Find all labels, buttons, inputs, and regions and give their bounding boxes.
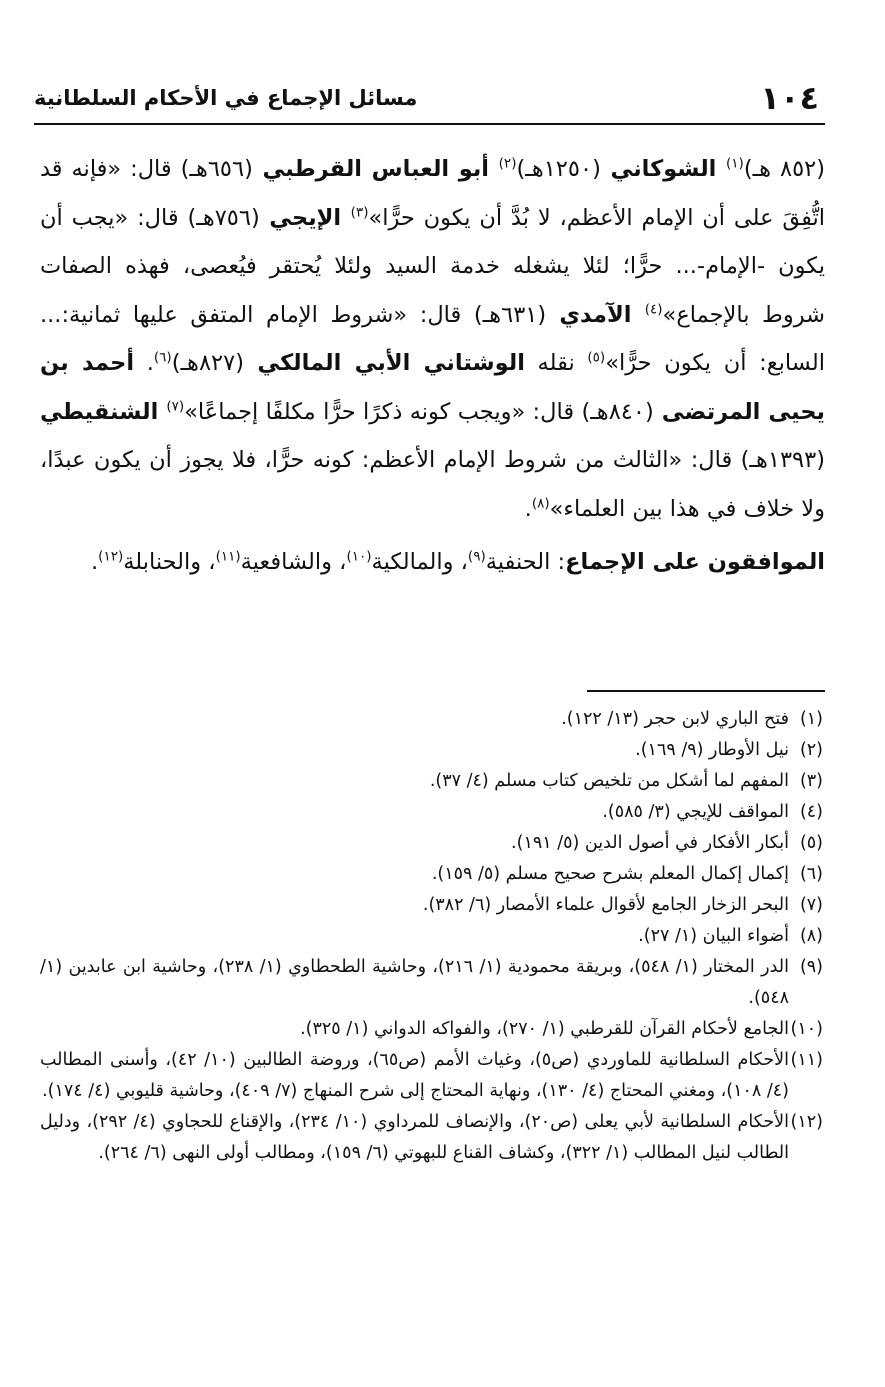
scholar-name: الإيجي (259, 204, 351, 231)
footnote-ref: (٨) (531, 495, 550, 511)
footnote-number: (٦) (799, 864, 823, 884)
footnote-item (40, 1107, 823, 1169)
footnote-ref: (٣) (350, 204, 369, 220)
paragraph-opinions (40, 145, 825, 533)
footnote-item (40, 828, 823, 859)
footnotes (40, 704, 823, 1169)
footnote-text: الجامع لأحكام القرآن للقرطبي (١/ ٢٧٠)، والفواكه الدواني (١/ ٣٢٥). (300, 1019, 789, 1039)
text-span: ، والحنابلة (123, 549, 216, 575)
paragraph-agreeing-schools (40, 543, 825, 581)
text-span: (٨٢٧هـ) (171, 350, 244, 376)
header-rule (34, 123, 825, 125)
agreeing-label: الموافقون على الإجماع (565, 549, 825, 575)
scholar-name: الوشتاني الأبي المالكي (243, 350, 525, 376)
text-span: . (134, 350, 154, 376)
footnote-ref: (١٠) (346, 548, 372, 565)
footnote-text: الأحكام السلطانية لأبي يعلى (ص٢٠)، والإنصاف للمرداوي (١٠/ ٢٣٤)، والإقناع للحجاوي (٤/ ٢٩٢)، ودليل الطالب لنيل المطالب (١/ ٣٢٢)، وكشاف القناع للبهوتي (٦/ ١٥٩)، ومطالب أولى النهى (٦/ ٢٦٤). (40, 1112, 789, 1163)
footnote-ref: (٦) (153, 349, 172, 366)
text-span: (١٣٩٣هـ) قال: «الثالث من شروط الإمام الأعظم: كونه حرًّا، فلا يجوز أن يكون عبدًا، ولا خلاف في هذا بين العلماء» (40, 447, 825, 522)
footnote-ref: (٩) (467, 548, 486, 565)
footnote-ref: (١٢) (98, 548, 124, 565)
footnote-number: (٢) (799, 740, 823, 760)
footnote-text: المواقف للإيجي (٣/ ٥٨٥). (602, 802, 789, 822)
page-header (34, 78, 819, 118)
text-span: (٦٥٦هـ) قال: «فإنه قد اتُّفِقَ على أن الإمام الأعظم، لا بُدَّ أن يكون حرًّا» (40, 156, 825, 231)
text-span: (٨٤٠هـ) قال: «ويجب كونه ذكرًا حرًّا مكلفًا إجماعًا» (184, 398, 654, 425)
footnote-item (40, 921, 823, 952)
text-span: نقله (524, 350, 588, 376)
footnote-item (40, 890, 823, 921)
footnote-text: الأحكام السلطانية للماوردي (ص٥)، وغياث الأمم (ص٦٥)، وروضة الطالبين (١٠/ ٤٢)، وأسنى المطالب (٤/ ١٠٨)، ومغني المحتاج (٤/ ١٣٠)، ونهاية المحتاج إلى شرح المنهاج (٧/ ٤٠٩)، وحاشية قليوبي (٤/ ١٧٤). (40, 1050, 789, 1101)
text-span: (٦٣١هـ) قال: «شروط الإمام المتفق عليها ثمانية:... السابع: أن يكون حرًّا» (40, 301, 825, 376)
text-span: . (91, 549, 99, 575)
footnote-item (40, 1014, 823, 1045)
text-span: (٧٥٦هـ) قال: «يجب أن يكون -الإمام-... حرًّا؛ لئلا يشغله خدمة السيد ولئلا يُحتقر فيُعصى، فهذه الصفات شروط بالإجماع» (40, 204, 825, 328)
scholar-name: أبو العباس القرطبي (252, 156, 499, 182)
footnote-item (40, 952, 823, 1014)
footnote-ref: (٤) (644, 301, 663, 317)
scholar-name: الشنقيطي (40, 398, 167, 425)
footnote-number: (٥) (799, 833, 823, 853)
page-number: ١٠٤ (760, 79, 819, 117)
footnote-text: إكمال إكمال المعلم بشرح صحيح مسلم (٥/ ١٥٩). (431, 864, 789, 884)
footnote-text: نيل الأوطار (٩/ ١٦٩). (635, 740, 789, 760)
footnote-item (40, 735, 823, 766)
footnote-item (40, 797, 823, 828)
text-span: (١٢٥٠هـ) (516, 156, 601, 182)
text-span: . (524, 495, 532, 522)
footnote-text: الدر المختار (١/ ٥٤٨)، وبريقة محمودية (١/ ٢١٦)، وحاشية الطحطاوي (١/ ٢٣٨)، وحاشية ابن عابدين (١/ ٥٤٨). (40, 957, 789, 1008)
footnote-ref: (١) (725, 155, 744, 172)
text-span: ، والمالكية (371, 549, 468, 575)
footnote-item (40, 704, 823, 735)
scholar-name: الشوكاني (600, 156, 726, 182)
footnote-text: المفهم لما أشكل من تلخيص كتاب مسلم (٤/ ٣٧). (429, 771, 789, 791)
footnote-number: (١٢) (790, 1112, 823, 1132)
footnote-text: أبكار الأفكار في أصول الدين (٥/ ١٩١). (511, 833, 789, 853)
footnote-ref: (٢) (498, 155, 517, 172)
footnote-ref: (٥) (587, 349, 606, 366)
text-span: : الحنفية (485, 549, 566, 575)
footnote-ref: (١١) (215, 548, 241, 565)
footnote-number: (٤) (799, 802, 823, 822)
text-span: ، والشافعية (240, 549, 347, 575)
main-text (40, 145, 825, 581)
footnote-number: (٣) (799, 771, 823, 791)
footnote-number: (١) (799, 709, 823, 729)
footnote-number: (٧) (799, 895, 823, 915)
footnote-text: أضواء البيان (١/ ٢٧). (638, 926, 789, 946)
text-span: (٨٥٢ هـ) (743, 156, 826, 182)
footnote-text: البحر الزخار الجامع لأقوال علماء الأمصار (٦/ ٣٨٢). (422, 895, 789, 915)
footnote-separator (587, 690, 825, 692)
footnote-item (40, 859, 823, 890)
footnote-number: (١٠) (790, 1019, 823, 1039)
footnote-item (40, 766, 823, 797)
footnote-number: (٨) (799, 926, 823, 946)
scholar-name: أحمد بن يحيى المرتضى (40, 350, 826, 425)
footnote-item (40, 1045, 823, 1107)
footnote-text: فتح الباري لابن حجر (١٣/ ١٢٢). (561, 709, 789, 729)
footnote-ref: (٧) (166, 398, 185, 414)
scholar-name: الآمدي (546, 301, 645, 328)
footnote-number: (٩) (799, 957, 823, 977)
footnote-number: (١١) (790, 1050, 823, 1070)
running-title: مسائل الإجماع في الأحكام السلطانية (34, 86, 418, 110)
